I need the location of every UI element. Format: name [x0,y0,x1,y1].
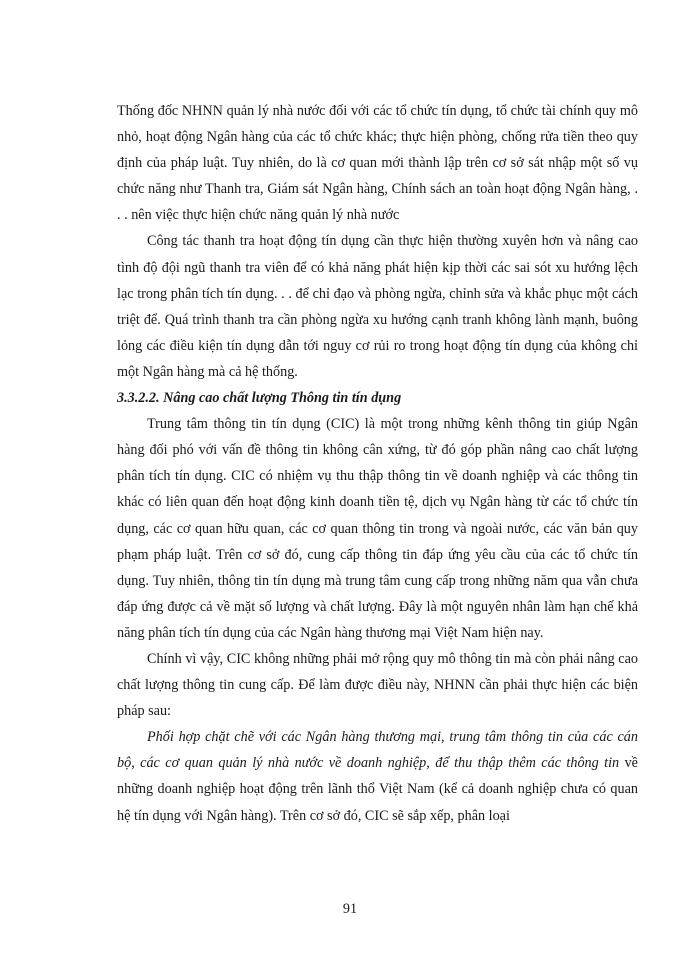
italic-lead-text: Phối hợp chặt chẽ với các Ngân hàng thương mại, trung tâm thông tin của các cán bộ, các cơ quan quản lý nhà nước về doanh nghiệp, để thu thập thêm các thông tin [117,729,638,772]
section-heading: 3.3.2.2. Nâng cao chất lượng Thông tin tín dụng [117,390,402,407]
page-body [117,98,638,829]
paragraph-continuation: Thống đốc NHNN quản lý nhà nước đối với các tổ chức tín dụng, tổ chức tài chính quy mô nhỏ, hoạt động Ngân hàng của các tổ chức khác; thực hiện phòng, chống rửa tiền theo quy định của pháp luật. Tuy nhiên, do là cơ quan mới thành lập trên cơ sở sát nhập một số vụ chức năng như Thanh tra, Giám sát Ngân hàng, Chính sách an toàn hoạt động Ngân hàng, . . . nên việc thực hiện chức năng quản lý nhà nước [117,103,638,224]
paragraph-cic-measures: Chính vì vậy, CIC không những phải mở rộng quy mô thông tin mà còn phải nâng cao chất lượng thông tin cung cấp. Để làm được điều này, NHNN cần phải thực hiện các biện pháp sau: [117,650,638,720]
paragraph-coordination [117,724,638,828]
page-number: 91 [342,901,358,917]
paragraph-cic-overview: Trung tâm thông tin tín dụng (CIC) là một trong những kênh thông tin giúp Ngân hàng đối phó với vấn đề thông tin không cân xứng, từ đó góp phần nâng cao chất lượng phân tích tín dụng. CIC có nhiệm vụ thu thập thông tin về doanh nghiệp và các thông tin khác có liên quan đến hoạt động kinh doanh tiền tệ, dịch vụ Ngân hàng từ các tổ chức tín dụng, các cơ quan hữu quan, các cơ quan thông tin trong và ngoài nước, các văn bản quy phạm pháp luật. Trên cơ sở đó, cung cấp thông tin đáp ứng yêu cầu của các tổ chức tín dụng. Tuy nhiên, thông tin tín dụng mà trung tâm cung cấp trong những năm qua vẫn chưa đáp ứng được cả về mặt số lượng và chất lượng. Đây là một nguyên nhân làm hạn chế khả năng phân tích tín dụng của các Ngân hàng thương mại Việt Nam hiện nay. [117,416,638,641]
paragraph-inspection: Công tác thanh tra hoạt động tín dụng cần thực hiện thường xuyên hơn và nâng cao tình độ đội ngũ thanh tra viên để có khả năng phát hiện kịp thời các sai sót xu hướng lệch lạc trong phân tích tín dụng. . . để chỉ đạo và phòng ngừa, chỉnh sửa và khắc phục một cách triệt để. Quá trình thanh tra cần phòng ngừa xu hướng cạnh tranh không lành mạnh, buông lỏng các điều kiện tín dụng dẫn tới nguy cơ rủi ro trong hoạt động tín dụng của không chỉ một Ngân hàng mà cả hệ thống. [117,233,638,380]
paragraph-coordination-rest: về những doanh nghiệp hoạt động trên lãnh thổ Việt Nam (kể cả doanh nghiệp chưa có quan hệ tín dụng với Ngân hàng). Trên cơ sở đó, CIC sẽ sắp xếp, phân loại [117,755,638,824]
